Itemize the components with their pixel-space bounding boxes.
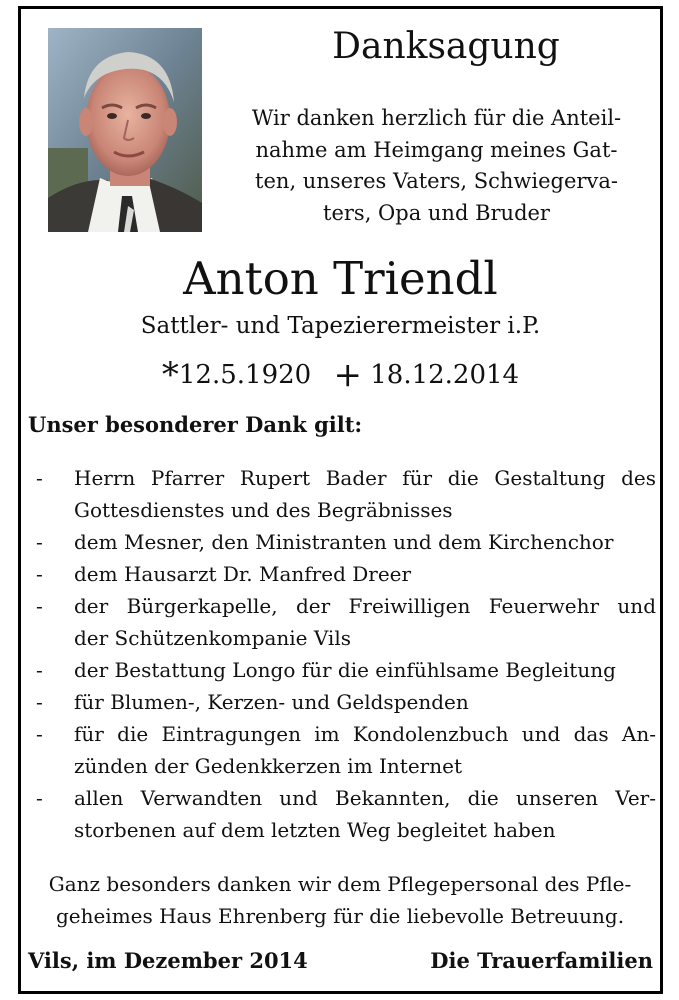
bullet-dash: - (36, 466, 43, 490)
list-item (36, 590, 656, 654)
list-item-line: für die Eintragungen im Kondolenzbuch und das An- (74, 722, 656, 746)
bullet-dash: - (36, 786, 43, 810)
portrait-illustration (48, 28, 202, 232)
bullet-dash: - (36, 658, 43, 682)
signature: Die Trauerfamilien (430, 948, 653, 973)
portrait-photo (48, 28, 202, 232)
deceased-profession: Sattler- und Tapezierermeister i.P. (140, 313, 541, 339)
bullet-dash: - (36, 594, 43, 618)
thanks-list (36, 462, 656, 846)
bullet-dash: - (36, 530, 43, 554)
list-item (36, 558, 656, 590)
list-item (36, 718, 656, 782)
list-item (36, 686, 656, 718)
page-title: Danksagung (332, 26, 560, 67)
list-item-line: für Blumen-, Kerzen- und Geldspenden (74, 690, 469, 714)
list-item-line: allen Verwandten und Bekannten, die unseren Ver- (74, 786, 656, 810)
intro-line: ten, unseres Vaters, Schwiegerva- (255, 169, 618, 193)
intro-text (234, 103, 639, 229)
death-cross-icon: + (333, 355, 362, 395)
life-dates (18, 355, 663, 395)
list-item-line: der Bürgerkapelle, der Freiwilligen Feuerwehr und (74, 594, 656, 618)
intro-line: nahme am Heimgang meines Gat- (255, 137, 618, 162)
list-item (36, 654, 656, 686)
list-item (36, 462, 656, 526)
list-item-line: storbenen auf dem letzten Weg begleitet haben (74, 818, 556, 842)
list-item-line: der Schützenkompanie Vils (74, 626, 351, 650)
bullet-dash: - (36, 722, 43, 746)
place-date: Vils, im Dezember 2014 (28, 948, 308, 973)
death-date: 18.12.2014 (370, 360, 520, 390)
list-item-line: dem Mesner, den Ministranten und dem Kirchenchor (74, 530, 614, 554)
list-item (36, 782, 656, 846)
closing-text (40, 868, 640, 932)
list-item-line: der Bestattung Longo für die einfühlsame Begleitung (74, 658, 616, 682)
closing-line: geheimes Haus Ehrenberg für die liebevolle Betreuung. (55, 904, 625, 928)
list-item-line: Gottesdienstes und des Begräbnisses (74, 498, 453, 522)
list-item-line: dem Hausarzt Dr. Manfred Dreer (74, 562, 412, 586)
bullet-dash: - (36, 690, 43, 714)
thanks-heading: Unser besonderer Dank gilt: (28, 412, 363, 437)
bullet-dash: - (36, 562, 43, 586)
birth-star-icon: * (161, 355, 179, 395)
intro-line: Wir danken herzlich für die Anteil- (251, 106, 622, 130)
list-item-line: zünden der Gedenkkerzen im Internet (74, 754, 462, 778)
intro-line: ters, Opa und Bruder (323, 200, 550, 225)
deceased-name: Anton Triendl (183, 252, 498, 305)
birth-date: 12.5.1920 (178, 360, 312, 390)
closing-line: Ganz besonders danken wir dem Pflegepersonal des Pfle- (48, 872, 632, 896)
list-item (36, 526, 656, 558)
list-item-line: Herrn Pfarrer Rupert Bader für die Gestaltung des (74, 466, 656, 490)
